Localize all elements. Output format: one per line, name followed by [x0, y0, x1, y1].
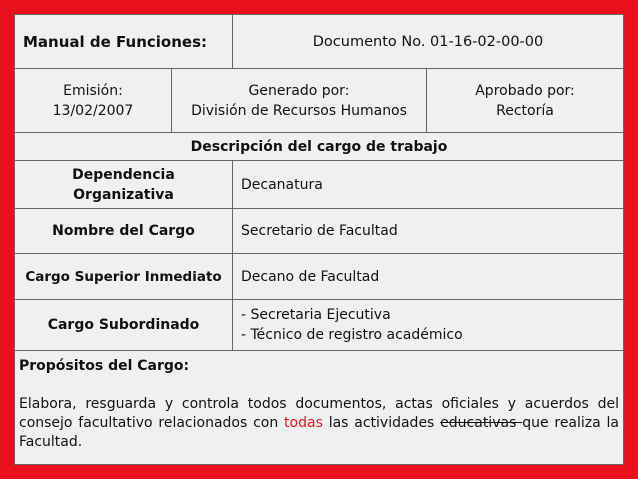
section-title: Descripción del cargo de trabajo: [190, 138, 448, 155]
aprobado-label: Aprobado por:: [475, 82, 575, 99]
dependencia-row: [15, 161, 623, 209]
subordinado-item: - Técnico de registro académico: [241, 327, 463, 343]
dependencia-label: [15, 161, 233, 208]
subordinado-label: Cargo Subordinado: [15, 300, 233, 350]
purpose-title: Propósitos del Cargo:: [19, 358, 190, 374]
generado-cell: [172, 69, 427, 132]
cargo-label: Nombre del Cargo: [15, 209, 233, 253]
subordinado-item: - Secretaria Ejecutiva: [241, 307, 391, 323]
purpose-highlight: todas: [284, 415, 323, 431]
section-title-row: [15, 133, 623, 161]
emision-label: Emisión:: [63, 82, 123, 99]
purpose-text-part1: Elabora, resguarda y controla todos documentos, actas oficiales y acuerdos del consejo facultativo relacionados con: [19, 396, 619, 431]
generado-label: Generado por:: [248, 82, 350, 99]
header-row: [15, 15, 623, 69]
aprobado-value: Rectoría: [496, 102, 554, 119]
subordinado-list: [233, 300, 623, 350]
superior-value: Decano de Facultad: [241, 268, 380, 285]
job-description-sheet: [14, 14, 624, 465]
dependencia-value: Decanatura: [241, 176, 323, 193]
subordinado-row: [15, 300, 623, 351]
purpose-text-part2: las actividades: [322, 415, 441, 431]
aprobado-cell: [427, 69, 623, 132]
purpose-text: [19, 395, 619, 452]
superior-row: [15, 254, 623, 300]
superior-label: Cargo Superior Inmediato: [15, 254, 233, 299]
emision-date: 13/02/2007: [52, 102, 134, 119]
meta-row: [15, 69, 623, 133]
document-number: Documento No. 01-16-02-00-00: [312, 33, 544, 50]
emision-cell: [15, 69, 172, 132]
purpose-section: [15, 351, 623, 466]
generado-value: División de Recursos Humanos: [191, 102, 407, 119]
purpose-text-part3: que realiza la Facultad.: [19, 415, 620, 450]
manual-title: Manual de Funciones:: [15, 15, 233, 68]
cargo-row: [15, 209, 623, 254]
dependencia-label-line1: Dependencia: [72, 166, 175, 183]
purpose-struck-text: educativas: [440, 415, 523, 431]
dependencia-label-line2: Organizativa: [73, 186, 174, 203]
cargo-value: Secretario de Facultad: [241, 223, 398, 239]
